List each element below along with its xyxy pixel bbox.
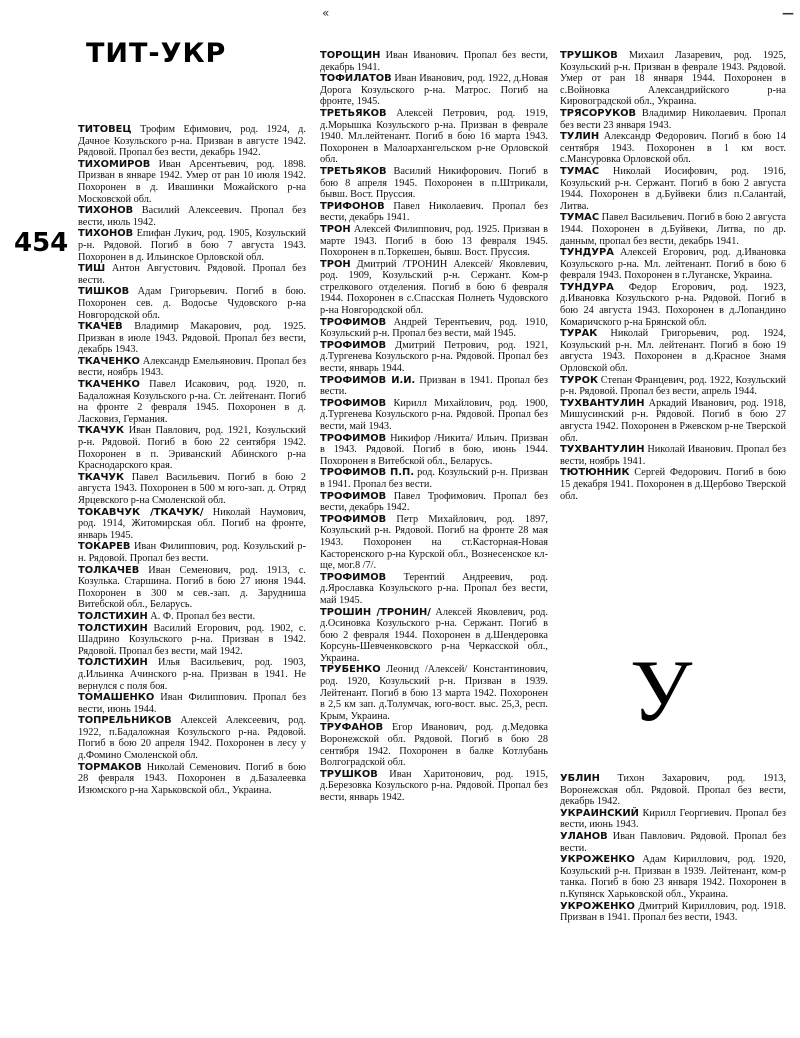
entry-text: Алексей Петрович, род. 1919, д.Морышка Козульского р-на. Призван в феврале 1940. Мл.лейтенант. Погиб в бою 16 марта 1943. Похоронен в Малоархангельском р-не Орловской обл. [320,107,548,166]
entry-name: ТРЯСОРУКОВ [560,107,637,119]
entry-text: Александр Федорович. Погиб в бою 14 сентября 1943. Похоронен в 1 км вост. с.Мансуровка Орловской обл. [560,131,786,166]
entry [78,623,306,658]
entry [78,611,306,623]
entry [320,398,548,433]
entry-name: ТУРОК [560,374,599,386]
entry-text: Кирилл Георгиевич. Пропал без вести, июнь 1943. [560,807,786,831]
entry [560,375,786,398]
entry [560,467,786,502]
entry-name: ТУНДУРА [560,281,614,293]
entry-name: ТРУФАНОВ [320,722,384,734]
entry [560,773,786,808]
entry-name: ТУМАС [560,212,600,224]
entry-name: ТОРМАКОВ [78,761,142,773]
column-1 [78,124,306,796]
entry-text: Дмитрий /ТРОНИН Алексей/ Яковлевич, род. 1909, Козульский р-н. Сержант. Ком-р стрелкового отделения. Погиб в бою 6 февраля 1944. Похоронен в с.Спасская Полнеть Чудовского р-на Новгородской обл. [320,258,548,317]
entry-text: Павел Николаевич. Пропал без вести, декабрь 1941. [320,200,548,224]
entry-name: ТРОФИМОВ [320,490,387,502]
entry-name: ТРОФИМОВ [320,571,387,583]
entry [78,321,306,356]
entry [78,425,306,471]
entry-text: Трофим Ефимович, род. 1924, д. Дачное Козульского р-на. Призван в августе 1942. Рядовой. Пропал без вести, декабрь 1942. [78,124,306,159]
entry-text: Призван в 1941. Пропал без вести. [320,374,548,398]
entry-name: ТОЛСТИХИН [78,657,148,669]
entry [320,108,548,166]
entry-name: ТКАЧУК [78,425,125,437]
entry-name: ТОФИЛАТОВ [320,73,392,85]
entry [560,50,786,108]
entry [560,282,786,328]
entry-name: УБЛИН [560,773,600,784]
column-4 [560,773,786,924]
entry [78,159,306,205]
entry-text: А. Ф. Пропал без вести. [147,610,256,622]
entry-text: Николай Григорьевич, род. 1924, Козульский р-н. Мл. лейтенант. Погиб в бою 19 августа 1943. Похоронен в д.Красное Знамя Орловской обл. [560,328,786,375]
entry-name: ТОЛСТИХИН [78,622,148,634]
entry-text: Алексей Филиппович, род. 1925. Призван в марте 1943. Погиб в бою 13 февраля 1945. Похоронен в п.Торкешен, бывш. Вост. Пруссия. [320,223,548,259]
entry [78,762,306,797]
entry-name: ТОКАВЧУК /ТКАЧУК/ [78,506,204,518]
entry [78,715,306,761]
entry-text: род. Козульский р-н. Призван в 1941. Пропал без вести. [320,467,548,490]
entry [78,205,306,228]
entry [78,286,306,321]
entry-text: Михаил Лазаревич, род. 1925, Козульский р-н. Призван в феврале 1943. Рядовой. Умер от ран 18 января 1944. Похоронен в с.Войновка Александрийского р-на Кировоградской обл., Украина. [560,50,786,108]
entry-name: ТКАЧЕВ [78,321,123,333]
entry [78,541,306,564]
entry-text: Николай Иванович. Пропал без вести, ноябрь 1941. [560,444,786,467]
entry [320,514,548,572]
entry-text: Алексей Яковлевич, род. д.Осиновка Козульского р-на. Сержант. Погиб в бою 2 февраля 1944. Похоронен в д.Шендеровка Корсунь-Шевченковского р-на Черкасской обл., Украина. [320,606,548,664]
entry-text: Тихон Захарович, род. 1913, Воронежская обл. Рядовой. Пропал без вести, декабрь 1942. [560,773,786,808]
entry [320,375,548,398]
entry-text: Егор Иванович, род. д.Медовка Воронежской обл. Рядовой. Погиб в бою 28 сентября 1942. Похоронен в балке Котлубань Волгоградской обл. [320,722,548,769]
entry-name: УКРОЖЕНКО [560,854,635,866]
entry [320,201,548,224]
entry [78,228,306,263]
entry-text: Дмитрий Кириллович, род. 1918. Призван в 1941. Пропал без вести, 1943. [560,900,786,924]
entry-text: Сергей Федорович. Погиб в бою 15 декабря 1941. Похоронен в д.Щербово Тверской обл. [560,467,786,502]
entry-text: Иван Филиппович, род. Козульский р-н. Рядовой. Пропал без вести. [78,541,306,564]
entry-name: ТОПРЕЛЬНИКОВ [78,715,172,727]
entry [320,166,548,201]
entry-text: Дмитрий Петрович, род. 1921, д.Тургенева Козульского р-на. Рядовой. Пропал без вести, январь 1944. [320,339,548,375]
entry-name: ТРОФИМОВ [320,513,387,525]
entry-text: Степан Францевич, род. 1922, Козульский р-н. Рядовой. Пропал без вести, апрель 1944. [560,374,786,398]
entry-text: Никифор /Никита/ Ильич. Призван в 1943. Рядовой. Погиб в бою, июнь 1944. Похоронен в Витебской обл., Беларусь. [320,432,548,467]
entry-name: ТКАЧЕНКО [78,355,140,367]
entry [320,50,548,73]
entry [78,472,306,507]
entry [320,433,548,468]
entry-text: Адам Григорьевич. Погиб в бою. Похоронен сев. д. Водосье Чудовского р-на Новгородской обл. [78,286,306,321]
entry [560,108,786,131]
entry [78,356,306,379]
entry-text: Федор Егорович, род. 1923, д.Ивановка Козульского р-на. Рядовой. Погиб в бою 24 августа 1943. Похоронен в д.Лопандино Комаричского р-на Брянской обл. [560,281,786,328]
entry [78,565,306,611]
entry-name: ТКАЧЕНКО [78,379,140,391]
entry-name: УЛАНОВ [560,830,608,842]
entry [560,901,786,924]
entry-text: Василий Алексеевич. Пропал без вести, июль 1942. [78,205,306,228]
entry-text: Николай Наумович, род. 1914, Житомирская обл. Погиб на фронте, январь 1945. [78,506,307,541]
entry-name: ТОМАШЕНКО [78,692,155,704]
entry [320,722,548,768]
entry-text: Терентий Андреевич, род. д.Ярославка Козульского р-на. Пропал без вести, май 1945. [320,571,548,606]
entry-name: ТИТОВЕЦ [78,124,132,135]
entry-name: ТИХОНОВ [78,205,134,217]
entry-text: Алексей Алексеевич, род. 1922, п.Бадаложная Козульского р-на. Рядовой. Погиб в бою 20 апреля 1942. Похоронен в лесу у д.Фомино Смоленской обл. [78,715,306,762]
entry-text: Иван Иванович. Пропал без вести, декабрь 1941. [320,50,548,73]
entry [320,73,548,108]
entry [560,854,786,900]
page-header: ТИТ-УКР [86,38,227,69]
entry-name: ТРОШИН /ТРОНИН/ [320,606,431,618]
entry-name: ТРУШКОВ [560,50,618,61]
entry-name: ТИШ [78,263,106,275]
entry [320,317,548,340]
entry-text: Павел Васильевич. Погиб в бою 2 августа 1943. Похоронен в 500 м юго-зап. д. Отряд Ярцевского р-на Смоленской обл. [78,471,306,506]
entry-name: ТОКАРЕВ [78,541,131,553]
entry-text: Аркадий Иванович, род. 1918, Мишусинский р-н. Рядовой. Погиб в бою 27 августа 1942. Похоронен в Ржевском р-не Тверской обл. [560,397,786,444]
entry-name: ТИХОНОВ [78,228,134,240]
entry-text: Василий Никифорович. Погиб в бою 8 апреля 1945. Похоронен в п.Штрикали, бывш. Вост. Пруссия. [320,165,548,201]
entry [560,131,786,166]
entry-text: Илья Васильевич, род. 1903, д.Ильинка Ачинского р-на. Призван в 1941. Не вернулся с поля боя. [78,657,306,692]
entry-name: ТРОФИМОВ [320,432,387,444]
entry [560,212,786,247]
entry-name: ТУЛИН [560,131,600,143]
entry-name: ТРИФОНОВ [320,200,385,212]
entry [560,831,786,854]
entry-name: ТРОФИМОВ [320,397,387,409]
column-3 [560,50,786,502]
top-mark: « [322,6,330,20]
entry-text: Василий Егорович, род. 1902, с. Шадрино Козульского р-на. Призван в 1942. Рядовой. Пропал без вести, май 1942. [78,622,306,657]
corner-mark: — [782,6,794,20]
entry [320,769,548,804]
entry [320,224,548,259]
entry-text: Павел Исакович, род. 1920, п. Бадаложная Козульского р-на. Ст. лейтенант. Погиб на фронте 2 февраля 1945. Похоронен в д. Ласковиз, Германия. [78,379,306,425]
entry-name: ТИХОМИРОВ [78,158,151,170]
entry-text: Иван Павлович, род. 1921, Козульский р-н. Рядовой. Погиб в бою 22 сентября 1942. Похоронен в п. Эриванский Абинского р-на Краснодарского края. [78,425,306,472]
entry-name: ТУХВАНТУЛИН [560,444,645,456]
entry-name: ТРОФИМОВ И.И. [320,374,416,386]
entry-name: ТУНДУРА [560,247,614,259]
entry [560,166,786,212]
entry-text: Иван Семенович, род. 1913, с. Козулька. Старшина. Погиб в бою 27 июня 1944. Похоронен в 300 м сев.-зап. д. Зарудниша Витебской обл., Беларусь. [78,564,306,611]
entry-name: ТУМАС [560,165,600,177]
entry-text: Иван Иванович, род. 1922, д.Новая Дорога Козульского р-на. Матрос. Погиб на фронте, 1945. [320,73,548,108]
entry [560,444,786,467]
entry-name: ТКАЧУК [78,471,125,483]
entry [78,379,306,425]
entry [320,572,548,607]
entry-name: ТРОФИМОВ [320,316,387,328]
entry-text: Петр Михайлович, род. 1897, Козульский р-н. Рядовой. Погиб на фронте 28 мая 1943. Похоронен на ст.Касторная-Новая Касторенского р-на Курской обл., Вознесенское кл-ще, мог.8 /7/. [320,513,548,572]
entry-text: Епифан Лукич, род. 1905, Козульский р-н. Рядовой. Погиб в бою 7 августа 1943. Похоронен в д. Ильинское Орловской обл. [78,228,306,263]
entry [320,664,548,722]
entry-name: ТУРАК [560,328,598,340]
entry-text: Николай Семенович. Погиб в бою 28 февраля 1943. Похоронен в д.Базалеевка Изюмского р-на Харьковской обл., Украина. [78,761,306,796]
entry-text: Антон Августович. Рядовой. Пропал без вести. [78,263,306,286]
entry-name: ТРОФИМОВ [320,339,387,351]
entry [78,263,306,286]
entry [320,340,548,375]
entry-text: Алексей Егорович, род. д.Ивановка Козульского р-на. Мл. лейтенант. Погиб в бою 6 февраля 1943. Похоронен в г.Луганске, Украина. [560,247,786,282]
column-2 [320,50,548,804]
page-number: 454 [14,228,69,258]
entry [78,657,306,692]
entry-name: ТИШКОВ [78,286,130,298]
entry-name: ТРОФИМОВ П.П. [320,467,415,479]
entry-text: Владимир Макарович, род. 1925. Призван в июле 1943. Рядовой. Пропал без вести, декабрь 1943. [78,321,306,356]
entry-name: УКРАИНСКИЙ [560,807,639,819]
entry [320,491,548,514]
entry-name: ТОРОЩИН [320,50,381,61]
entry-text: Александр Емельянович. Пропал без вести, ноябрь 1943. [78,355,306,379]
entry [560,808,786,831]
entry-name: ТОЛКАЧЕВ [78,564,140,576]
entry [78,692,306,715]
entry-name: УКРОЖЕНКО [560,900,635,912]
entry-name: ТРУШКОВ [320,768,378,780]
entry-text: Иван Филиппович. Пропал без вести, июнь 1944. [78,692,306,715]
entry [560,398,786,444]
entry-name: ТРОН [320,258,351,270]
entry-name: ТРУБЕНКО [320,664,381,676]
entry [560,247,786,282]
entry [78,124,306,159]
entry-text: Николай Иосифович, род. 1916, Козульский р-н. Сержант. Погиб в бою 2 августа 1944. Похоронен в д.Буйвеки близ п.Салантай, Литва. [560,165,786,212]
entry-name: ТОЛСТИХИН [78,610,148,622]
entry [320,259,548,317]
section-letter: У [630,643,693,740]
entry [560,328,786,374]
entry-name: ТРОН [320,223,351,235]
entry [78,507,306,542]
entry-text: Иван Павлович. Рядовой. Пропал без вести. [560,830,786,854]
entry-text: Леонид /Алексей/ Константинович, род. 1920, Козульский р-н. Призван в 1939. Лейтенант. Погиб в бою 13 марта 1942. Похоронен в 2,5 км зап. д.Толумчак, юго-вост. выс. 25,3, респ. Крым, Украина. [320,664,548,722]
entry-name: ТРЕТЬЯКОВ [320,107,387,119]
entry-text: Владимир Николаевич. Пропал без вести 23 января 1943. [560,107,786,131]
entry-name: ТЮТЮННИК [560,467,630,479]
entry-text: Павел Трофимович. Пропал без вести, декабрь 1942. [320,490,548,514]
entry [320,607,548,665]
entry [320,467,548,490]
entry-text: Иван Арсентьевич, род. 1898. Призван в январе 1942. Умер от ран 10 июля 1942. Похоронен в д. Ивашинки Можайского р-на Московской обл. [78,158,306,205]
entry-text: Павел Васильевич. Погиб в бою 2 августа 1944. Похоронен в д.Буйвеки, Литва, по др. данным, пропал без вести, декабрь 1941. [560,212,786,247]
entry-name: ТУХВАНТУЛИН [560,397,645,409]
entry-text: Адам Кириллович, род. 1920, Козульский р-н. Призван в 1939. Лейтенант, ком-р танка. Погиб в бою 23 января 1942. Похоронен в п.Купянск Харьковской обл., Украина. [560,854,786,900]
entry-text: Кирилл Михайлович, род. 1900, д.Тургенева Козульского р-на. Рядовой. Пропал без вести, май 1943. [320,397,548,432]
entry-text: Иван Харитонович, род. 1915, д.Березовка Козульского р-на. Рядовой. Пропал без вести, январь 1942. [320,768,548,803]
entry-text: Андрей Терентьевич, род. 1910, Козульский р-н. Пропал без вести, май 1945. [320,316,548,340]
entry-name: ТРЕТЬЯКОВ [320,165,387,177]
